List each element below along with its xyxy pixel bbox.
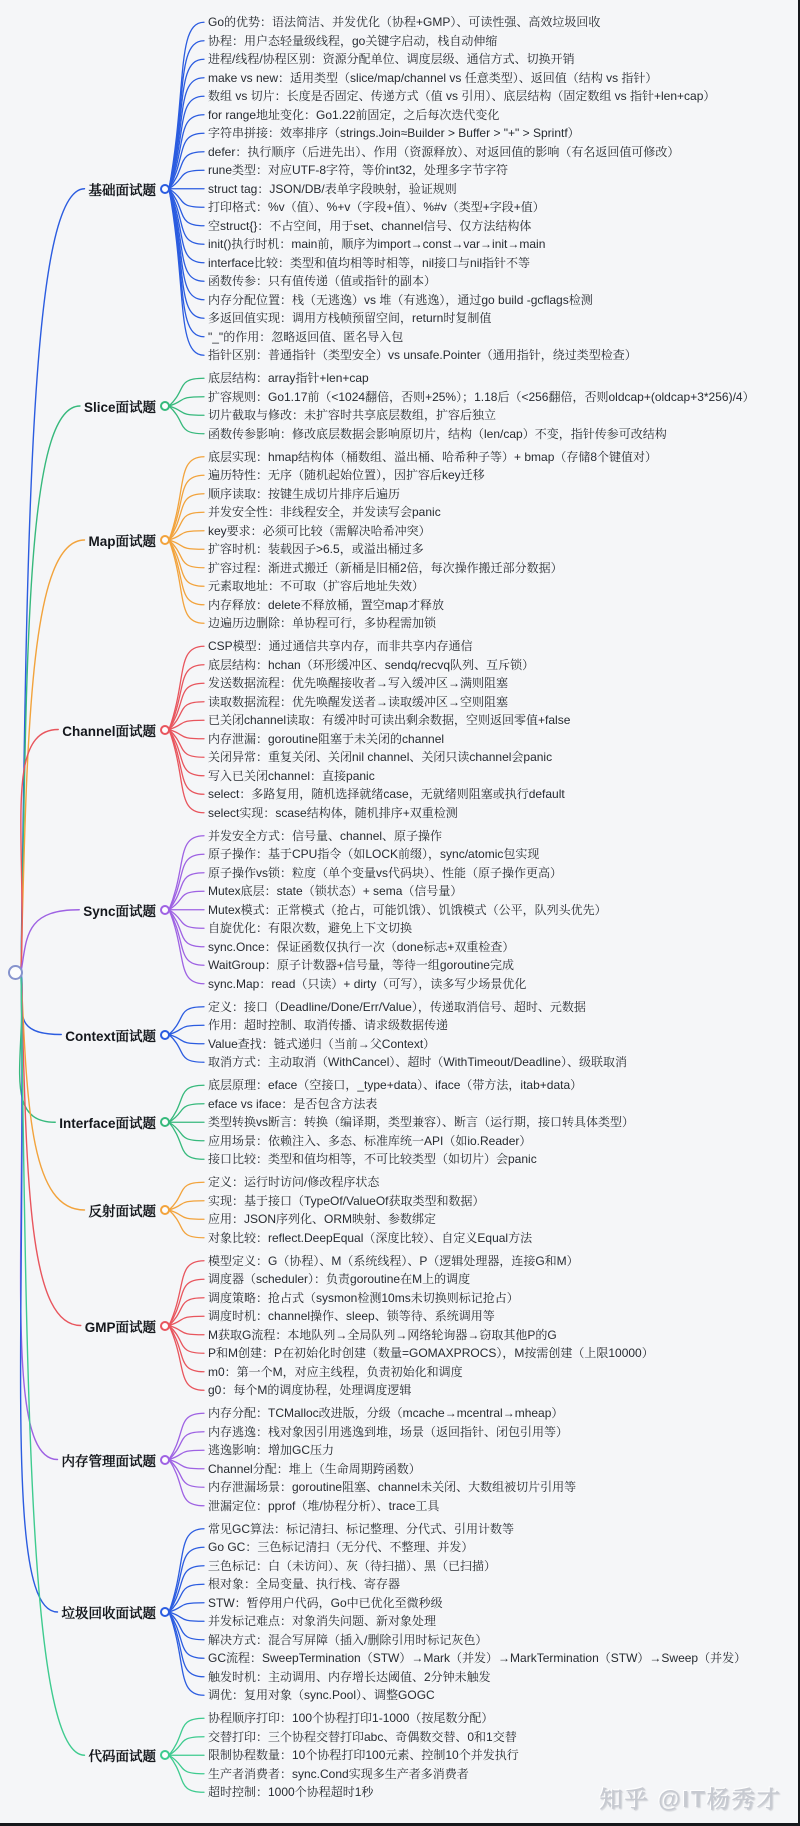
topic-item[interactable]: 调度时机：channel操作、sleep、锁等待、系统调用等 — [208, 1309, 495, 1323]
topic-item[interactable]: 边遍历边删除：单协程可行，多协程需加锁 — [208, 616, 437, 630]
branch-label-gc[interactable]: 垃圾回收面试题 — [61, 1606, 156, 1621]
branch-node-icon[interactable] — [160, 1205, 170, 1215]
topic-item[interactable]: 并发标记难点：对象消失问题、新对象处理 — [208, 1614, 437, 1628]
branch-items-map — [170, 448, 657, 633]
topic-item[interactable]: 解决方式：混合写屏障（插入/删除引用时标记灰色） — [208, 1632, 488, 1647]
topic-item[interactable]: Go的优势：语法简洁、并发优化（协程+GMP）、可读性强、高效垃圾回收 — [208, 15, 601, 29]
topic-item[interactable]: 写入已关闭channel：直接panic — [208, 768, 375, 783]
topic-item[interactable]: CSP模型：通过通信共享内存，而非共享内存通信 — [208, 639, 473, 653]
branch-label-reflect[interactable]: 反射面试题 — [88, 1204, 156, 1219]
topic-item[interactable]: struct tag：JSON/DB/表单字段映射，验证规则 — [208, 181, 457, 196]
topic-item[interactable]: Channel分配：堆上（生命周期跨函数） — [208, 1461, 421, 1476]
topic-item[interactable]: 类型转换vs断言：转换（编译期，类型兼容）、断言（运行期，接口转具体类型） — [208, 1115, 635, 1129]
branch-label-memory[interactable]: 内存管理面试题 — [61, 1453, 156, 1469]
topic-item[interactable]: 交替打印：三个协程交替打印abc、奇偶数交替、0和1交替 — [208, 1729, 517, 1744]
topic-item[interactable]: 空struct{}：不占空间，用于set、channel信号、仅方法结构体 — [208, 218, 532, 233]
branch-node-icon[interactable] — [160, 1030, 170, 1040]
topic-item[interactable]: 进程/线程/协程区别：资源分配单位、调度层级、通信方式、切换开销 — [208, 52, 575, 66]
topic-item[interactable]: 接口比较：类型和值均相等，不可比较类型（如切片）会panic — [208, 1152, 537, 1166]
topic-item[interactable]: 读取数据流程：优先唤醒发送者→读取缓冲区→空则阻塞 — [208, 694, 509, 709]
topic-item[interactable]: 底层结构：hchan（环形缓冲区、sendq/recvq队列、互斥锁） — [208, 657, 535, 672]
topic-item[interactable]: 底层实现：hmap结构体（桶数组、溢出桶、哈希种子等）+ bmap（存储8个键值对） — [208, 449, 658, 464]
branch-reflect — [0, 1173, 800, 1247]
topic-item[interactable]: 触发时机：主动调用、内存增长达阈值、2分钟未触发 — [208, 1669, 491, 1684]
branch-gc — [0, 1520, 800, 1705]
topic-item[interactable]: 函数传参影响：修改底层数据会影响原切片，结构（len/cap）不变，指针传参可改结构 — [208, 426, 667, 441]
topic-item[interactable]: 定义：接口（Deadline/Done/Err/Value），传递取消信号、超时、元数据 — [208, 999, 586, 1014]
branch-label-gmp[interactable]: GMP面试题 — [84, 1319, 156, 1335]
branch-node-icon[interactable] — [160, 725, 170, 735]
topic-item[interactable]: 切片截取与修改：未扩容时共享底层数组，扩容后独立 — [208, 408, 497, 422]
topic-item[interactable]: 原子操作：基于CPU指令（如LOCK前缀），sync/atomic包实现 — [208, 847, 540, 861]
topic-item[interactable]: g0：每个M的调度协程，处理调度逻辑 — [208, 1383, 412, 1397]
topic-item[interactable]: m0：第一个M，对应主线程，负责初始化和调度 — [208, 1364, 463, 1379]
topic-item[interactable]: Go GC：三色标记清扫（无分代、不整理、并发） — [208, 1540, 474, 1554]
branch-label-channel[interactable]: Channel面试题 — [62, 723, 156, 739]
topic-item[interactable]: 自旋优化：有限次数，避免上下文切换 — [208, 921, 413, 935]
topic-item[interactable]: 取消方式：主动取消（WithCancel）、超时（WithTimeout/Deadline）、级联取消 — [208, 1055, 627, 1069]
topic-item[interactable]: 泄漏定位：pprof（堆/协程分析）、trace工具 — [208, 1498, 440, 1513]
topic-item[interactable]: 扩容时机：装载因子>6.5，或溢出桶过多 — [208, 542, 424, 556]
branch-memory — [0, 1404, 800, 1515]
topic-item[interactable]: 协程：用户态轻量级线程，go关键字启动，栈自动伸缩 — [208, 33, 498, 48]
topic-item[interactable]: 调度策略：抢占式（sysmon检测10ms未切换则标记抢占） — [208, 1290, 519, 1305]
branch-node-icon[interactable] — [160, 184, 170, 194]
branch-left-reflect — [0, 1200, 170, 1220]
topic-item[interactable]: Value查找：链式递归（当前→父Context） — [208, 1036, 436, 1051]
topic-item[interactable]: key要求：必须可比较（需解决哈希冲突） — [208, 523, 431, 538]
topic-item[interactable]: 并发安全方式：信号量、channel、原子操作 — [208, 828, 443, 843]
topic-item[interactable]: eface vs iface：是否包含方法表 — [208, 1096, 378, 1111]
branch-channel — [0, 637, 800, 822]
topic-item[interactable]: for range地址变化：Go1.22前固定，之后每次迭代变化 — [208, 107, 500, 122]
topic-item[interactable]: 生产者消费者：sync.Cond实现多生产者多消费者 — [208, 1766, 469, 1781]
branch-label-sync[interactable]: Sync面试题 — [83, 903, 156, 919]
branch-left-context — [0, 1025, 170, 1045]
branch-left-sync — [0, 900, 170, 920]
topic-item[interactable]: interface比较：类型和值均相等时相等，nil接口与nil指针不等 — [208, 255, 531, 270]
topic-item[interactable]: 元素取地址：不可取（扩容后地址失效） — [208, 579, 425, 593]
branch-node-icon[interactable] — [160, 535, 170, 545]
topic-item[interactable]: M获取G流程：本地队列→全局队列→网络轮询器→窃取其他P的G — [208, 1327, 557, 1342]
topic-item[interactable]: P和M创建：P在初始化时创建（数量=GOMAXPROCS），M按需创建（上限10000） — [208, 1346, 654, 1360]
branch-sync — [0, 827, 800, 994]
branch-node-icon[interactable] — [160, 1750, 170, 1760]
branch-gmp — [0, 1252, 800, 1400]
topic-item[interactable]: 数组 vs 切片：长度是否固定、传递方式（值 vs 引用）、底层结构（固定数组 vs 指针+len+cap） — [208, 89, 716, 103]
branch-items-gmp — [170, 1252, 654, 1400]
topic-item[interactable]: 作用：超时控制、取消传播、请求级数据传递 — [208, 1018, 449, 1032]
topic-item[interactable]: WaitGroup：原子计数器+信号量，等待一组goroutine完成 — [208, 958, 514, 972]
topic-item[interactable]: 模型定义：G（协程）、M（系统线程）、P（逻辑处理器，连接G和M） — [208, 1253, 579, 1268]
branch-left-map — [0, 530, 170, 550]
topic-item[interactable]: 逃逸影响：增加GC压力 — [208, 1443, 335, 1457]
topic-item[interactable]: STW：暂停用户代码，Go中已优化至微秒级 — [208, 1595, 443, 1610]
branch-left-slice — [0, 396, 170, 416]
topic-item[interactable]: 底层原理：eface（空接口，_type+data）、iface（带方法，itab+data） — [208, 1078, 583, 1092]
topic-item[interactable]: 发送数据流程：优先唤醒接收者→写入缓冲区→满则阻塞 — [208, 676, 509, 690]
topic-item[interactable]: 底层结构：array指针+len+cap — [208, 371, 369, 385]
topic-item[interactable]: 协程顺序打印：100个协程打印1-1000（按尾数分配） — [208, 1711, 494, 1725]
branch-label-code[interactable]: 代码面试题 — [88, 1749, 156, 1765]
topic-item[interactable]: 内存释放：delete不释放桶，置空map才释放 — [208, 597, 445, 612]
zhihu-watermark: 知乎 @IT杨秀才 — [599, 1786, 782, 1812]
topic-item[interactable]: 实现：基于接口（TypeOf/ValueOf获取类型和数据） — [208, 1193, 485, 1208]
branch-items-slice — [170, 369, 755, 443]
branch-label-map[interactable]: Map面试题 — [88, 534, 156, 549]
topic-item[interactable]: 关闭异常：重复关闭、关闭nil channel、关闭只读channel会panic — [208, 750, 553, 764]
topic-item[interactable]: 字符串拼接：效率排序（strings.Join≈Builder > Buffer > "+" > Sprintf） — [208, 126, 580, 140]
topic-item[interactable]: 指针区别：普通指针（类型安全）vs unsafe.Pointer（通用指针，绕过类型检查） — [208, 348, 637, 362]
branch-label-interface[interactable]: Interface面试题 — [59, 1116, 156, 1132]
topic-item[interactable]: 根对象：全局变量、执行栈、寄存器 — [208, 1577, 401, 1591]
topic-item[interactable]: 函数传参：只有值传递（值或指针的副本） — [208, 274, 437, 288]
branch-left-gmp — [0, 1316, 170, 1336]
topic-item[interactable]: select：多路复用，随机选择就绪case，无就绪则阻塞或执行default — [208, 787, 565, 801]
topic-item[interactable]: GC流程：SweepTermination（STW）→Mark（并发）→MarkTermination（STW）→Sweep（并发） — [208, 1651, 747, 1665]
branch-items-interface — [170, 1076, 634, 1169]
topic-item[interactable]: 内存泄漏：goroutine阻塞于未关闭的channel — [208, 731, 445, 746]
topic-item[interactable]: select实现：scase结构体，随机排序+双重检测 — [208, 805, 458, 820]
topic-item[interactable]: Mutex底层：state（锁状态）+ sema（信号量） — [208, 884, 463, 898]
topic-item[interactable]: defer：执行顺序（后进先出）、作用（资源释放）、对返回值的影响（有名返回值可修改） — [208, 144, 680, 159]
branch-label-slice[interactable]: Slice面试题 — [83, 400, 156, 415]
branch-left-channel — [0, 720, 170, 740]
branch-items-memory — [170, 1404, 576, 1515]
topic-item[interactable]: 扩容过程：渐进式搬迁（新桶是旧桶2倍，每次操作搬迁部分数据） — [208, 560, 563, 575]
topic-item[interactable]: 三色标记：白（未访问）、灰（待扫描）、黑（已扫描） — [208, 1558, 497, 1573]
topic-item[interactable]: 应用场景：依赖注入、多态、标准库统一API（如io.Reader） — [208, 1133, 532, 1148]
topic-item[interactable]: 多返回值实现：调用方栈帧预留空间，return时复制值 — [208, 311, 492, 325]
branch-left-interface — [0, 1112, 170, 1132]
topic-item[interactable]: make vs new：适用类型（slice/map/channel vs 任意类型）、返回值（结构 vs 指针） — [208, 70, 658, 85]
topic-item[interactable]: 超时控制：1000个协程超时1秒 — [208, 1785, 374, 1799]
topic-item[interactable]: 扩容规则：Go1.17前（<1024翻倍，否则+25%）；1.18后（<256翻倍，否则oldcap+(oldcap+3*256)/4） — [208, 389, 755, 404]
branch-items-code — [170, 1709, 519, 1802]
branch-basic — [0, 13, 800, 365]
topic-item[interactable]: 打印格式：%v（值）、%+v（字段+值）、%#v（类型+字段+值） — [208, 200, 545, 214]
branch-node-icon[interactable] — [160, 1607, 170, 1617]
topic-item[interactable]: 常见GC算法：标记清扫、标记整理、分代式、引用计数等 — [208, 1521, 515, 1536]
branch-left-gc — [0, 1602, 170, 1622]
topic-item[interactable]: 内存分配：TCMalloc改进版，分级（mcache→mcentral→mheap） — [208, 1406, 564, 1420]
branch-items-context — [170, 998, 627, 1072]
topic-item[interactable]: 原子操作vs锁：粒度（单个变量vs代码块）、性能（原子操作更高） — [208, 865, 563, 880]
topic-item[interactable]: init()执行时机：main前，顺序为import→const→var→init→main — [208, 237, 546, 251]
topic-item[interactable]: 内存泄漏场景：goroutine阻塞、channel未关闭、大数组被切片引用等 — [208, 1480, 577, 1494]
branch-node-icon[interactable] — [160, 1117, 170, 1127]
topic-item[interactable]: 调度器（scheduler）：负责goroutine在M上的调度 — [208, 1272, 471, 1286]
branch-node-icon[interactable] — [160, 1455, 170, 1465]
branch-items-basic — [170, 13, 715, 365]
topic-item[interactable]: 内存逃逸：栈对象因引用逃逸到堆，场景（返回指针、闭包引用等） — [208, 1424, 569, 1439]
topic-item[interactable]: sync.Once：保证函数仅执行一次（done标志+双重检查） — [208, 939, 515, 954]
branch-interface — [0, 1076, 800, 1169]
branch-left-memory — [0, 1450, 170, 1470]
branch-node-icon[interactable] — [160, 905, 170, 915]
branch-items-gc — [170, 1520, 746, 1705]
topic-item[interactable]: 调优：复用对象（sync.Pool）、调整GOGC — [208, 1688, 435, 1702]
branch-left-basic — [0, 179, 170, 199]
branch-label-basic[interactable]: 基础面试题 — [88, 182, 156, 198]
topic-item[interactable]: 已关闭channel读取：有缓冲时可读出剩余数据，空则返回零值+false — [208, 713, 571, 727]
topic-item[interactable]: 定义：运行时访问/修改程序状态 — [208, 1175, 380, 1189]
branch-node-icon[interactable] — [160, 1321, 170, 1331]
branch-items-reflect — [170, 1173, 532, 1247]
topic-item[interactable]: rune类型：对应UTF-8字符，等价int32，处理多字节字符 — [208, 163, 509, 177]
topic-item[interactable]: 并发安全性：非线程安全，并发读写会panic — [208, 505, 441, 519]
topic-item[interactable]: 内存分配位置：栈（无逃逸）vs 堆（有逃逸），通过go build -gcflags检测 — [208, 292, 593, 307]
topic-item[interactable]: Mutex模式：正常模式（抢占，可能饥饿）、饥饿模式（公平，队列头优先） — [208, 902, 607, 917]
branch-node-icon[interactable] — [160, 401, 170, 411]
topic-item[interactable]: 应用：JSON序列化、ORM映射、参数绑定 — [208, 1212, 437, 1226]
branch-items-sync — [170, 827, 607, 994]
topic-item[interactable]: sync.Map：read（只读）+ dirty（可写），读多写少场景优化 — [208, 976, 527, 991]
branch-left-code — [0, 1745, 170, 1765]
branch-label-context[interactable]: Context面试题 — [65, 1028, 156, 1044]
branch-context — [0, 998, 800, 1072]
topic-item[interactable]: 限制协程数量：10个协程打印100元素、控制10个并发执行 — [208, 1748, 519, 1762]
branch-items-channel — [170, 637, 570, 822]
topic-item[interactable]: "_"的作用：忽略返回值、匿名导入包 — [208, 329, 404, 344]
branch-slice — [0, 369, 800, 443]
branch-map — [0, 448, 800, 633]
topic-item[interactable]: 对象比较：reflect.DeepEqual（深度比较）、自定义Equal方法 — [208, 1230, 533, 1245]
topic-item[interactable]: 顺序读取：按键生成切片排序后遍历 — [208, 486, 401, 501]
topic-item[interactable]: 遍历特性：无序（随机起始位置），因扩容后key迁移 — [208, 468, 485, 482]
